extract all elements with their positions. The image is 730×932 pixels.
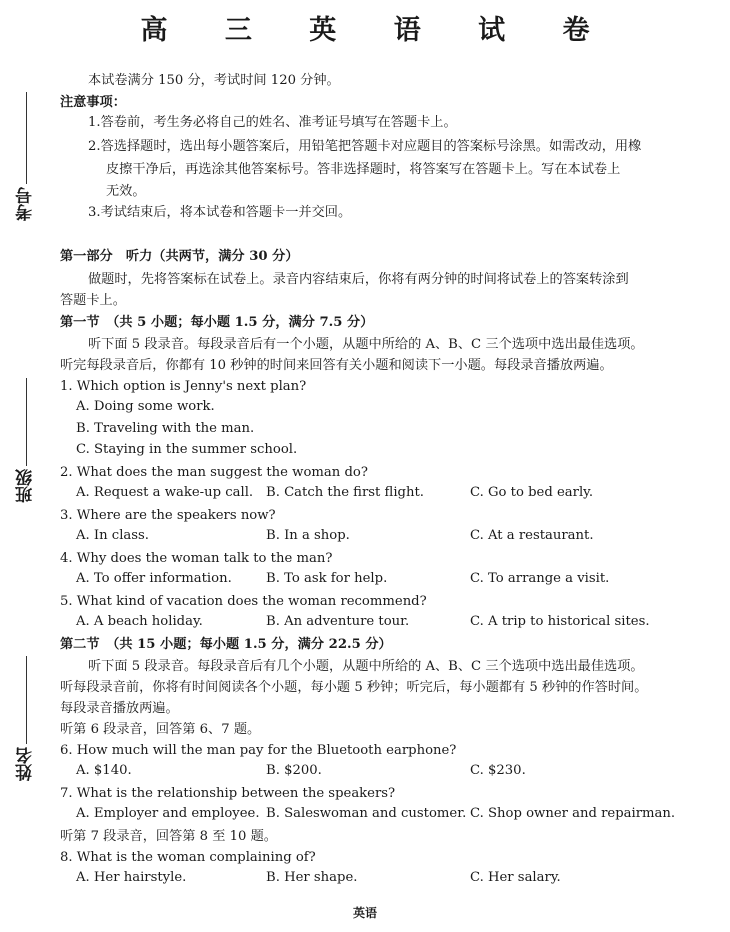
notice-item: 2.答选择题时，选出每小题答案后，用铅笔把答题卡对应题目的答案标号涂黑。如需改动，用橡 <box>88 139 642 154</box>
notice-item: 1.答卷前，考生务必将自己的姓名、准考证号填写在答题卡上。 <box>88 115 457 130</box>
option-c: C. Shop owner and repairman. <box>470 806 676 821</box>
question-stem: 6. How much will the man pay for the Bluetooth earphone? <box>60 743 457 758</box>
page-footer: 英语 <box>352 906 377 920</box>
option-b: B. In a shop. <box>266 528 350 543</box>
question-stem: 8. What is the woman complaining of? <box>60 850 316 865</box>
group-heading: 听第 7 段录音，回答第 8 至 10 题。 <box>60 829 277 844</box>
class-field <box>16 378 38 510</box>
part1-heading: 第一部分 听力（共两节，满分 30 分） <box>60 249 299 264</box>
option-b: B. Her shape. <box>266 870 358 885</box>
option-a: A. $140. <box>76 763 132 778</box>
section2-heading: 第二节 （共 15 小题；每小题 1.5 分，满分 22.5 分） <box>60 637 392 652</box>
option-a: A. Request a wake-up call. <box>76 485 254 500</box>
section2-instruction: 每段录音播放两遍。 <box>60 701 179 716</box>
group-heading: 听第 6 段录音，回答第 6、7 题。 <box>60 722 261 737</box>
option-c: C. At a restaurant. <box>470 528 594 543</box>
notice-item: 皮擦干净后，再选涂其他答案标号。答非选择题时，将答案写在答题卡上。写在本试卷上 <box>106 162 621 177</box>
option-c: C. A trip to historical sites. <box>470 614 650 629</box>
option-c: C. Go to bed early. <box>470 485 594 500</box>
option-c: C. To arrange a visit. <box>470 571 610 586</box>
part1-instruction: 做题时，先将答案标在试卷上。录音内容结束后，你将有两分钟的时间将试卷上的答案转涂到 <box>88 272 629 287</box>
section1-instruction: 听下面 5 段录音。每段录音后有一个小题，从题中所给的 A、B、C 三个选项中选出最佳选项。 <box>88 337 644 352</box>
name-label: 姓名 <box>16 747 36 781</box>
question-stem: 7. What is the relationship between the speakers? <box>60 786 396 801</box>
question-stem: 4. Why does the woman talk to the man? <box>60 551 333 566</box>
option-b: B. Traveling with the man. <box>76 421 255 436</box>
section1-heading: 第一节 （共 5 小题；每小题 1.5 分，满分 7.5 分） <box>60 315 374 330</box>
section1-instruction: 听完每段录音后，你都有 10 秒钟的时间来回答有关小题和阅读下一小题。每段录音播放两遍。 <box>60 358 613 373</box>
section2-instruction: 听下面 5 段录音。每段录音后有几个小题，从题中所给的 A、B、C 三个选项中选出最佳选项。 <box>88 659 644 674</box>
exam-title: 高 三 英 语 试 卷 <box>140 15 614 46</box>
option-b: B. To ask for help. <box>266 571 388 586</box>
notice-item: 3.考试结束后，将本试卷和答题卡一并交回。 <box>88 205 352 220</box>
option-c: C. $230. <box>470 763 526 778</box>
question-stem: 2. What does the man suggest the woman do? <box>60 465 368 480</box>
section2-instruction: 听每段录音前，你将有时间阅读各个小题，每小题 5 秒钟；听完后，每小题都有 5 秒钟的作答时间。 <box>60 680 648 695</box>
question-stem: 1. Which option is Jenny's next plan? <box>60 379 307 394</box>
option-b: B. An adventure tour. <box>266 614 410 629</box>
notice-item: 无效。 <box>106 184 146 199</box>
class-label: 班级 <box>16 469 36 503</box>
option-b: B. Catch the first flight. <box>266 485 424 500</box>
name-field <box>16 656 38 788</box>
option-c: C. Her salary. <box>470 870 561 885</box>
exam-intro: 本试卷满分 150 分，考试时间 120 分钟。 <box>88 73 340 88</box>
question-stem: 5. What kind of vacation does the woman recommend? <box>60 594 427 609</box>
exam-number-field <box>16 92 38 232</box>
exam-number-label: 考号 <box>16 187 36 221</box>
question-stem: 3. Where are the speakers now? <box>60 508 276 523</box>
option-a: A. To offer information. <box>76 571 232 586</box>
option-b: B. Saleswoman and customer. <box>266 806 467 821</box>
option-c: C. Staying in the summer school. <box>76 442 298 457</box>
option-a: A. Employer and employee. <box>76 806 260 821</box>
option-a: A. Doing some work. <box>76 399 215 414</box>
part1-instruction: 答题卡上。 <box>60 293 126 308</box>
notice-heading: 注意事项： <box>60 95 126 110</box>
option-a: A. A beach holiday. <box>76 614 203 629</box>
option-a: A. In class. <box>76 528 149 543</box>
option-a: A. Her hairstyle. <box>76 870 187 885</box>
option-b: B. $200. <box>266 763 322 778</box>
